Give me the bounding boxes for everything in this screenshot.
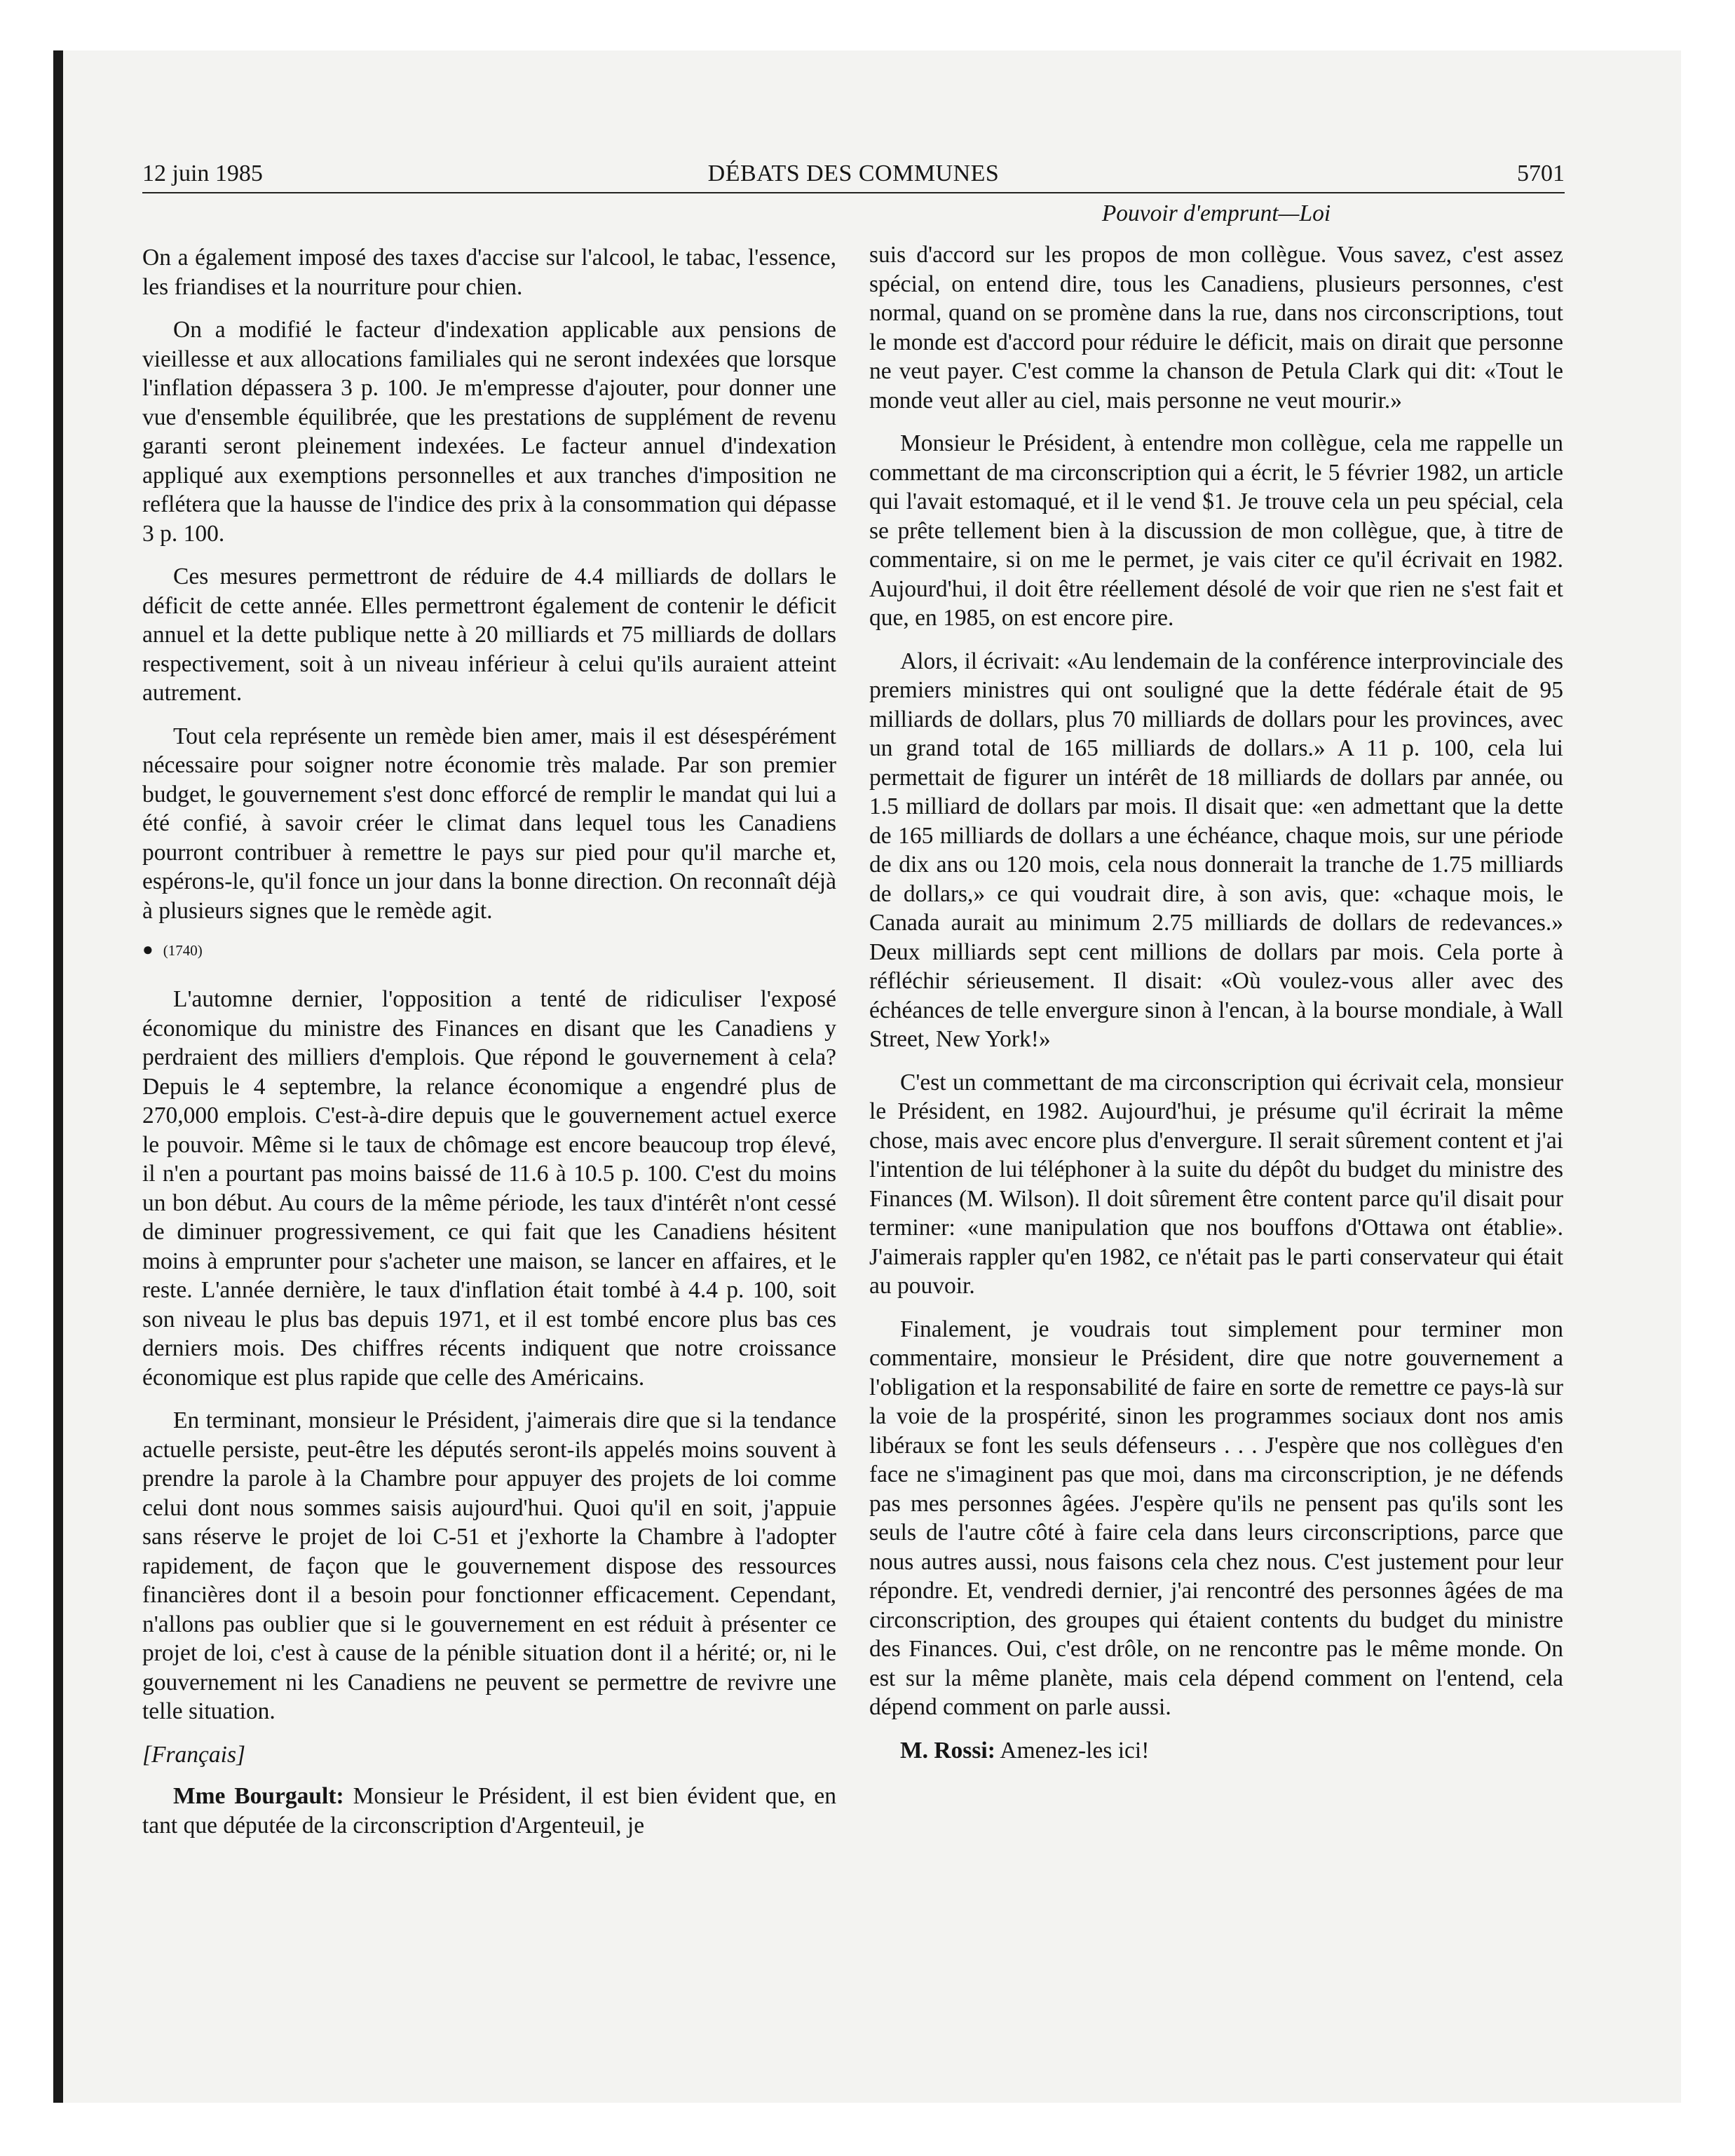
paragraph: En terminant, monsieur le Président, j'aimerais dire que si la tendance actuelle persiste, peut-être les députés seront-ils appelés moins souvent à prendre la parole à la Chambre pour appuyer des projets de loi comme celui dont nous sommes saisis aujourd'hui. Quoi qu'il en soit, j'appuie sans réserve le projet de loi C-51 et j'exhorte la Chambre à l'adopter rapidement, de façon que le gouvernement dispose des ressources financières dont il a besoin pour fonctionner efficacement. Cependant, n'allons pas oublier que si le gouvernement en est réduit à présenter ce projet de loi, c'est à cause de la pénible situation dont il a hérité; or, ni le gouvernement ni les Canadiens ne peuvent se permettre de revivre une telle situation. bbox=[142, 1407, 836, 1724]
running-title: Pouvoir d'emprunt—Loi bbox=[1101, 200, 1331, 226]
header-title: DÉBATS DES COMMUNES bbox=[707, 161, 1000, 186]
header-page-number: 5701 bbox=[1517, 161, 1565, 186]
bullet-icon: ● bbox=[142, 939, 154, 960]
paragraph: L'automne dernier, l'opposition a tenté de ridiculiser l'exposé économique du ministre des Finances en disant que les Canadiens y perdraient des milliers d'emplois. Que répond le gouvernement à cela? Depuis le 4 septembre, la relance économique a engendré plus de 270,000 emplois. C'est-à-dire depuis que le gouvernement actuel exerce le pouvoir. Même si le taux de chômage est encore beaucoup trop élevé, il n'en a pourtant pas moins baissé de 11.6 à 10.5 p. 100. C'est du moins un bon début. Au cours de la même période, les taux d'intérêt n'ont cessé de diminuer progressivement, ce qui fait que les Canadiens hésitent moins à emprunter pour s'acheter une maison, se lancer en affaires, et le reste. L'année dernière, le taux d'inflation était tombé à 4.4 p. 100, soit son niveau le plus bas depuis 1971, et il est tombé encore plus bas ces derniers mois. Des chiffres récents indiquent que notre croissance économique est plus rapide que celle des Américains. bbox=[142, 986, 836, 1391]
language-note: [Français] bbox=[142, 1741, 246, 1768]
document-page bbox=[142, 160, 1565, 1838]
speech-text: Amenez-les ici! bbox=[995, 1737, 1150, 1763]
paragraph: On a également imposé des taxes d'accise sur l'alcool, le tabac, l'essence, les friandises et la nourriture pour chien. bbox=[142, 245, 836, 300]
speaker-name: M. Rossi: bbox=[900, 1737, 995, 1763]
paragraph: suis d'accord sur les propos de mon collègue. Vous savez, c'est assez spécial, on entend dire, tous les Canadiens, plusieurs personnes, c'est normal, quand on se promène dans la rue, dans nos circonscriptions, tout le monde est d'accord pour réduire le déficit, mais on dirait que personne ne veut payer. C'est comme la chanson de Petula Clark qui dit: «Tout le monde veut aller au ciel, mais personne ne veut mourir.» bbox=[869, 242, 1563, 414]
header-date: 12 juin 1985 bbox=[142, 161, 263, 186]
paragraph: C'est un commettant de ma circonscription qui écrivait cela, monsieur le Président, en 1982. Aujourd'hui, je présume qu'il écrirait la même chose, mais avec encore plus d'envergure. Il serait sûrement content et j'ai l'intention de lui téléphoner à la suite du dépôt du budget du ministre des Finances (M. Wilson). Il doit sûrement être content parce qu'il disait pour terminer: «une manipulation que nos bouffons d'Ottawa ont établie». J'aimerais rappler qu'en 1982, ce n'était pas le parti conservateur qui était au pouvoir. bbox=[869, 1069, 1563, 1299]
speech-paragraph bbox=[869, 1736, 1563, 1766]
scan-binding-edge bbox=[53, 50, 63, 2103]
time-marker-text: (1740) bbox=[163, 942, 203, 959]
paragraph: Alors, il écrivait: «Au lendemain de la conférence interprovinciale des premiers ministres qui ont souligné que la dette fédérale était de 95 milliards de dollars, plus 70 milliards de dollars pour les provinces, avec un grand total de 165 milliards de dollars.» A 11 p. 100, cela lui permettait de figurer un intérêt de 18 milliards de dollars par année, ou 1.5 milliard de dollars par mois. Il disait que: «en admettant que la dette de 165 milliards de dollars a une échéance, chaque mois, sur une période de dix ans ou 120 mois, cela nous donnerait la tranche de 1.75 milliards de dollars,» ce qui voudrait dire, à son avis, que: «chaque mois, le Canada aurait au minimum 2.75 milliards de dollars de redevances.» Deux milliards sept cent millions de dollars par mois. Cela porte à réfléchir sérieusement. Il disait: «Où voulez-vous aller avec des échéances de telle envergure sinon à l'encan, à la bourse mondiale, à Wall Street, New York!» bbox=[869, 648, 1563, 1052]
paragraph: On a modifié le facteur d'indexation applicable aux pensions de vieillesse et aux allocations familiales qui ne seront indexées que lorsque l'inflation dépassera 3 p. 100. Je m'empresse d'ajouter, pour donner une vue d'ensemble équilibrée, que les prestations de supplément de revenu garanti seront pleinement indexées. Le facteur annuel d'indexation appliqué aux exemptions personnelles et aux tranches d'imposition ne reflétera que la hausse de l'indice des prix à la consommation qui dépasse 3 p. 100. bbox=[142, 317, 836, 547]
speech-text: Monsieur le Président, il est bien évident que, en tant que députée de la circonscription d'Argenteuil, je bbox=[142, 1783, 836, 1838]
time-marker bbox=[142, 939, 836, 961]
paragraph: Tout cela représente un remède bien amer, mais il est désespérément nécessaire pour soigner notre économie très malade. Par son premier budget, le gouvernement s'est donc efforcé de remplir le mandat qui lui a été confié, à savoir créer le climat dans lequel tous les Canadiens pourront contribuer à remettre le pays sur pied pour qu'il marche et, espérons-le, qu'il fonce un jour dans la bonne direction. On reconnaît déjà à plusieurs signes que le remède agit. bbox=[142, 723, 836, 924]
left-column bbox=[142, 243, 836, 1854]
right-column bbox=[869, 199, 1563, 1779]
paragraph: Finalement, je voudrais tout simplement pour terminer mon commentaire, monsieur le Président, dire que notre gouvernement a l'obligation et la responsabilité de faire en sorte de remettre ce pays-là sur la voie de la prospérité, sinon les programmes sociaux dont nos amis libéraux se font les seuls défenseurs . . . J'espère que nos collègues d'en face ne s'imaginent pas que moi, dans ma circonscription, je ne défends pas mes personnes âgées. J'espère qu'ils ne pensent pas qu'ils sont les seuls de l'autre côté à faire cela dans leurs circonscriptions, parce que nous autres aussi, nous faisons cela chez nous. C'est justement pour leur répondre. Et, vendredi dernier, j'ai rencontré des personnes âgées de ma circonscription, des groupes qui étaient contents du budget du ministre des Finances. Oui, c'est drôle, on ne rencontre pas le même monde. On est sur la même planète, mais cela dépend comment on l'entend, cela dépend comment on parle aussi. bbox=[869, 1316, 1563, 1720]
paragraph: Monsieur le Président, à entendre mon collègue, cela me rappelle un commettant de ma circonscription qui a écrit, le 5 février 1982, un article qui l'avait estomaqué, et il le vend $1. Je trouve cela un peu spécial, cela se prête tellement bien à la discussion de mon collègue, que, à titre de commentaire, si on me le permet, je vais citer ce qu'il écrivait en 1982. Aujourd'hui, il doit être réellement désolé de voir que rien ne s'est fait et que, en 1985, on est encore pire. bbox=[869, 430, 1563, 631]
page-header bbox=[142, 160, 1565, 193]
speech-paragraph bbox=[142, 1782, 836, 1840]
paragraph: Ces mesures permettront de réduire de 4.4 milliards de dollars le déficit de cette année. Elles permettront également de contenir le déficit annuel et la dette publique nette à 20 milliards et 75 milliards de dollars respectivement, soit à un niveau inférieur à celui qu'ils auraient atteint autrement. bbox=[142, 564, 836, 706]
speaker-name: Mme Bourgault: bbox=[173, 1783, 344, 1809]
